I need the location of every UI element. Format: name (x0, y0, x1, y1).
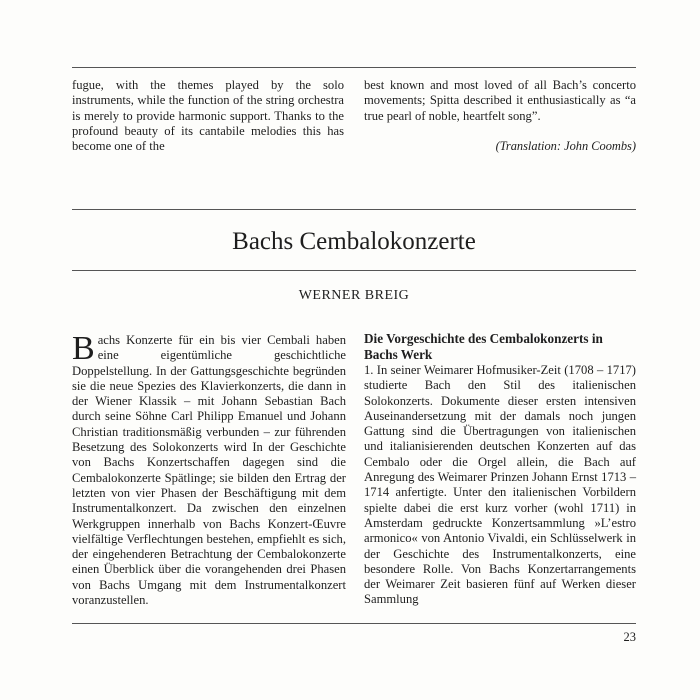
top-left-column (72, 78, 344, 154)
top-right-column (364, 78, 636, 124)
article-left-column (72, 330, 346, 608)
article-left-body: achs Konzerte für ein bis vier Cembali haben eine eigentümliche geschichtliche Doppelstellung. In der Gattungsgeschichte begründen sie die neue Spezies des Klavierkonzerts, die dann in der Wiener Klassik – mit Johann Sebastian Bach durch seine Söhne Carl Philipp Emanuel und Johann Christian traditionsmäßig verbunden – zur führenden Besetzung des Solokonzerts wird In der Geschichte von Bachs Konzertschaffen dagegen sind die Cembalokonzerte Spätlinge; sie bilden den Ertrag der letzten von vier Phasen der Beschäftigung mit dem Instrumentalkonzert. Da zwischen den einzelnen Werkgruppen innerhalb von Bachs Konzert-Œuvre vielfältige Verflechtungen bestehen, empfiehlt es sich, der eingehenderen Betrachtung der Cembalokonzerte einen Überblick über die vorangehenden drei Phasen von Bachs Umgang mit dem Instrumentalkonzert voranzustellen. (72, 333, 346, 608)
drop-cap: B (72, 330, 95, 367)
translation-credit: (Translation: John Coombs) (495, 139, 636, 153)
bottom-rule (72, 623, 636, 624)
article-right-text: 1. In seiner Weimarer Hofmusiker-Zeit (1708 – 1717) studierte Bach den Stil des italienischen Solokonzerts. Dokumente dieser ersten intensiven Auseinandersetzung mit der damals noch jungen Gattung sind die Übertragungen von italienischen und italianisierenden deutschen Konzerten auf das Cembalo oder die Orgel allein, die Bach auf Anregung des Weimarer Prinzen Johann Ernst 1713 –1714 anfertigte. Unter den italienischen Vorbildern spielte dabei die erst kurz vorher (wohl 1711) in Amsterdam gedruckte Konzertsammlung »L’estro armonico« von Antonio Vivaldi, ein Schlüsselwerk in der Geschichte des Instrumentalkonzerts, eine besondere Rolle. Von Bachs Konzertarrangements der Weimarer Zeit basieren fünf auf Werken dieser Sammlung (364, 363, 636, 607)
top-left-text: fugue, with the themes played by the solo instruments, while the function of the string orchestra is merely to provide harmonic support. Thanks to the profound beauty of its cantabile melodies this has become one of the (72, 78, 344, 154)
title-top-rule (72, 209, 636, 210)
article-right-column (364, 331, 636, 608)
top-right-text: best known and most loved of all Bach’s concerto movements; Spitta described it enthusiastically as “a true pearl of noble, heartfelt song”. (364, 78, 636, 123)
title-bottom-rule (72, 270, 636, 271)
top-rule (72, 67, 636, 68)
article-author: WERNER BREIG (298, 288, 410, 303)
section-subheading: Die Vorgeschichte des Cembalokonzerts in Bachs Werk (364, 331, 603, 362)
article-title: Bachs Cembalokonzerte (232, 228, 476, 255)
page-number: 23 (623, 630, 636, 644)
article-left-text (72, 330, 346, 608)
